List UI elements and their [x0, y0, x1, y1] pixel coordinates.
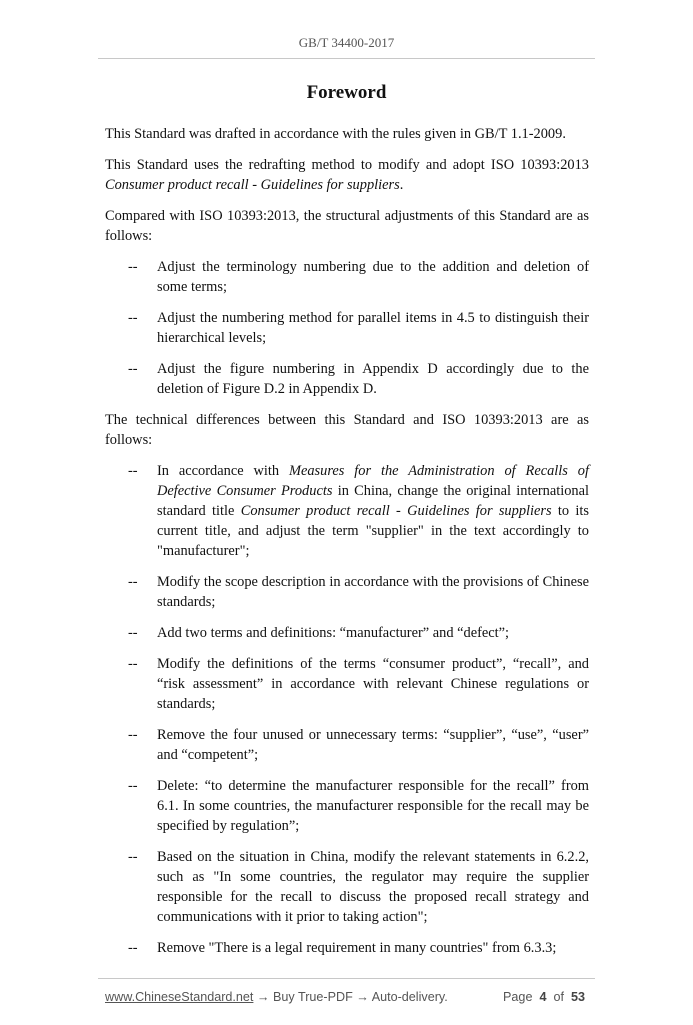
footer-tagline: → Buy True-PDF → Auto-delivery. — [253, 990, 448, 1004]
page-title: Foreword — [306, 82, 387, 103]
dash-marker: -- — [128, 361, 138, 377]
dash-list — [105, 461, 589, 958]
list-item-text — [157, 847, 589, 927]
dash-marker: -- — [128, 656, 138, 672]
text-run: Remove the four unused or unnecessary terms: “supplier”, “use”, “user” and “competent”; — [157, 727, 589, 763]
list-item-text — [157, 461, 589, 561]
current-page: 4 — [539, 990, 547, 1004]
paragraph — [105, 124, 589, 144]
list-item-text — [157, 938, 589, 958]
text-run: Based on the situation in China, modify the relevant statements in 6.2.2, such as "In some countries, the regulator may require the supplier responsible for the recall to discuss the proposed recall strategy and communications with it prior to taking action"; — [157, 849, 589, 925]
text-run: Delete: “to determine the manufacturer responsible for the recall” from 6.1. In some countries, the manufacturer responsible for the recall may be specified by regulation”; — [157, 778, 589, 834]
dash-marker: -- — [128, 778, 138, 794]
italic-title-text: Consumer product recall - Guidelines for suppliers — [240, 503, 552, 519]
text-run: This Standard uses the redrafting method to modify and adopt ISO 10393:2013 — [105, 157, 589, 173]
text-run: Remove "There is a legal requirement in many countries" from 6.3.3; — [157, 940, 557, 956]
running-header: GB/T 34400-2017 — [298, 35, 395, 50]
text-run: Compared with ISO 10393:2013, the structural adjustments of this Standard are as follows: — [105, 208, 589, 244]
list-item-text — [157, 572, 589, 612]
dash-marker: -- — [128, 463, 138, 479]
list-item-text — [157, 359, 589, 399]
list-item — [105, 359, 589, 399]
list-item — [105, 938, 589, 958]
italic-title-text: Consumer product recall - Guidelines for suppliers — [105, 177, 400, 193]
list-item-text — [157, 308, 589, 348]
text-run: Modify the scope description in accordance with the provisions of Chinese standards; — [157, 574, 589, 610]
list-item — [105, 847, 589, 927]
dash-marker: -- — [128, 727, 138, 743]
dash-marker: -- — [128, 574, 138, 590]
page-footer — [105, 989, 585, 1025]
text-run: Adjust the numbering method for parallel items in 4.5 to distinguish their hierarchical levels; — [157, 310, 589, 346]
list-item-text — [157, 623, 589, 643]
list-item — [105, 308, 589, 348]
text-run: This Standard was drafted in accordance with the rules given in GB/T 1.1-2009. — [105, 126, 566, 142]
list-item — [105, 654, 589, 714]
dash-marker: -- — [128, 259, 138, 275]
paragraph — [105, 155, 589, 195]
list-item-text — [157, 257, 589, 297]
total-pages: 53 — [570, 990, 585, 1004]
list-item — [105, 725, 589, 765]
text-run: Add two terms and definitions: “manufacturer” and “defect”; — [157, 625, 510, 641]
text-run: Adjust the figure numbering in Appendix D accordingly due to the deletion of Figure D.2 in Appendix D. — [157, 361, 589, 397]
dash-marker: -- — [128, 849, 138, 865]
page-number — [503, 989, 585, 1005]
italic-title-text: Measures for the Administration of Recalls of Defective Consumer Products — [157, 463, 589, 499]
text-run: Adjust the terminology numbering due to the addition and deletion of some terms; — [157, 259, 589, 295]
document-body — [105, 124, 589, 958]
footer-divider — [98, 978, 595, 979]
dash-marker: -- — [128, 940, 138, 956]
header-divider — [98, 58, 595, 59]
list-item-text — [157, 654, 589, 714]
dash-list — [105, 257, 589, 399]
list-item — [105, 623, 589, 643]
text-run: In accordance with — [157, 463, 289, 479]
page-label: Page — [503, 990, 533, 1004]
text-run: to its current title, and adjust the term "supplier" in the text accordingly to "manufacturer"; — [157, 503, 589, 559]
text-run: in China, change the original international standard title — [157, 483, 589, 519]
list-item — [105, 461, 589, 561]
text-run: Modify the definitions of the terms “consumer product”, “recall”, and “risk assessment” in accordance with relevant Chinese regulations or standards; — [157, 656, 589, 712]
text-run: . — [399, 177, 404, 193]
list-item-text — [157, 776, 589, 836]
website-link[interactable]: www.ChineseStandard.net — [105, 990, 254, 1004]
paragraph — [105, 206, 589, 246]
footer-left — [105, 989, 448, 1005]
list-item — [105, 776, 589, 836]
dash-marker: -- — [128, 625, 138, 641]
page-of: of — [553, 990, 564, 1004]
text-run: The technical differences between this Standard and ISO 10393:2013 are as follows: — [105, 412, 589, 448]
dash-marker: -- — [128, 310, 138, 326]
list-item-text — [157, 725, 589, 765]
list-item — [105, 572, 589, 612]
list-item — [105, 257, 589, 297]
paragraph — [105, 410, 589, 450]
